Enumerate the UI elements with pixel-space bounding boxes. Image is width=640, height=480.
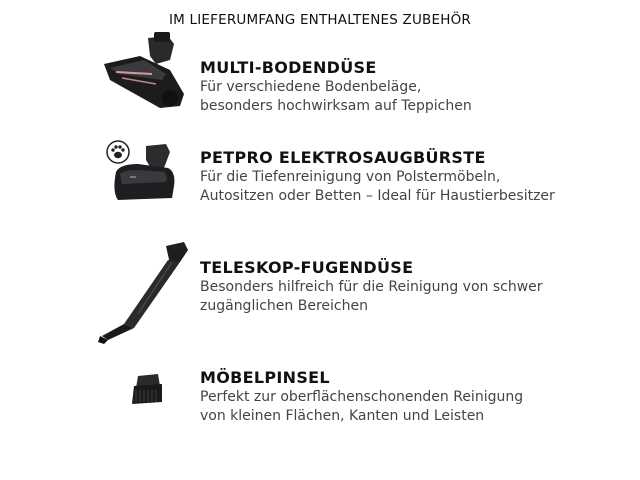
item-description-line: Für verschiedene Bodenbeläge,	[200, 79, 422, 95]
item-title: MÖBELPINSEL	[200, 368, 330, 387]
item-description-line: von kleinen Flächen, Kanten und Leisten	[200, 408, 485, 424]
item-description-line: zugänglichen Bereichen	[200, 298, 368, 314]
dusting-brush-icon	[128, 372, 168, 406]
item-title: PETPRO ELEKTROSAUGBÜRSTE	[200, 148, 486, 167]
crevice-tool-icon	[94, 238, 194, 348]
floor-nozzle-icon	[100, 30, 190, 110]
item-description-line: Perfekt zur oberflächenschonenden Reinigung	[200, 389, 524, 405]
pet-brush-icon	[108, 142, 178, 204]
item-title: MULTI-BODENDÜSE	[200, 58, 377, 77]
item-description-line: Besonders hilfreich für die Reinigung von schwer	[200, 279, 543, 295]
item-description-line: Autositzen oder Betten – Ideal für Haustierbesitzer	[200, 188, 555, 204]
section-heading: IM LIEFERUMFANG ENTHALTENES ZUBEHÖR	[168, 12, 472, 28]
item-description-line: besonders hochwirksam auf Teppichen	[200, 98, 472, 114]
item-description-line: Für die Tiefenreinigung von Polstermöbeln,	[200, 169, 501, 185]
item-title: TELESKOP-FUGENDÜSE	[200, 258, 414, 277]
